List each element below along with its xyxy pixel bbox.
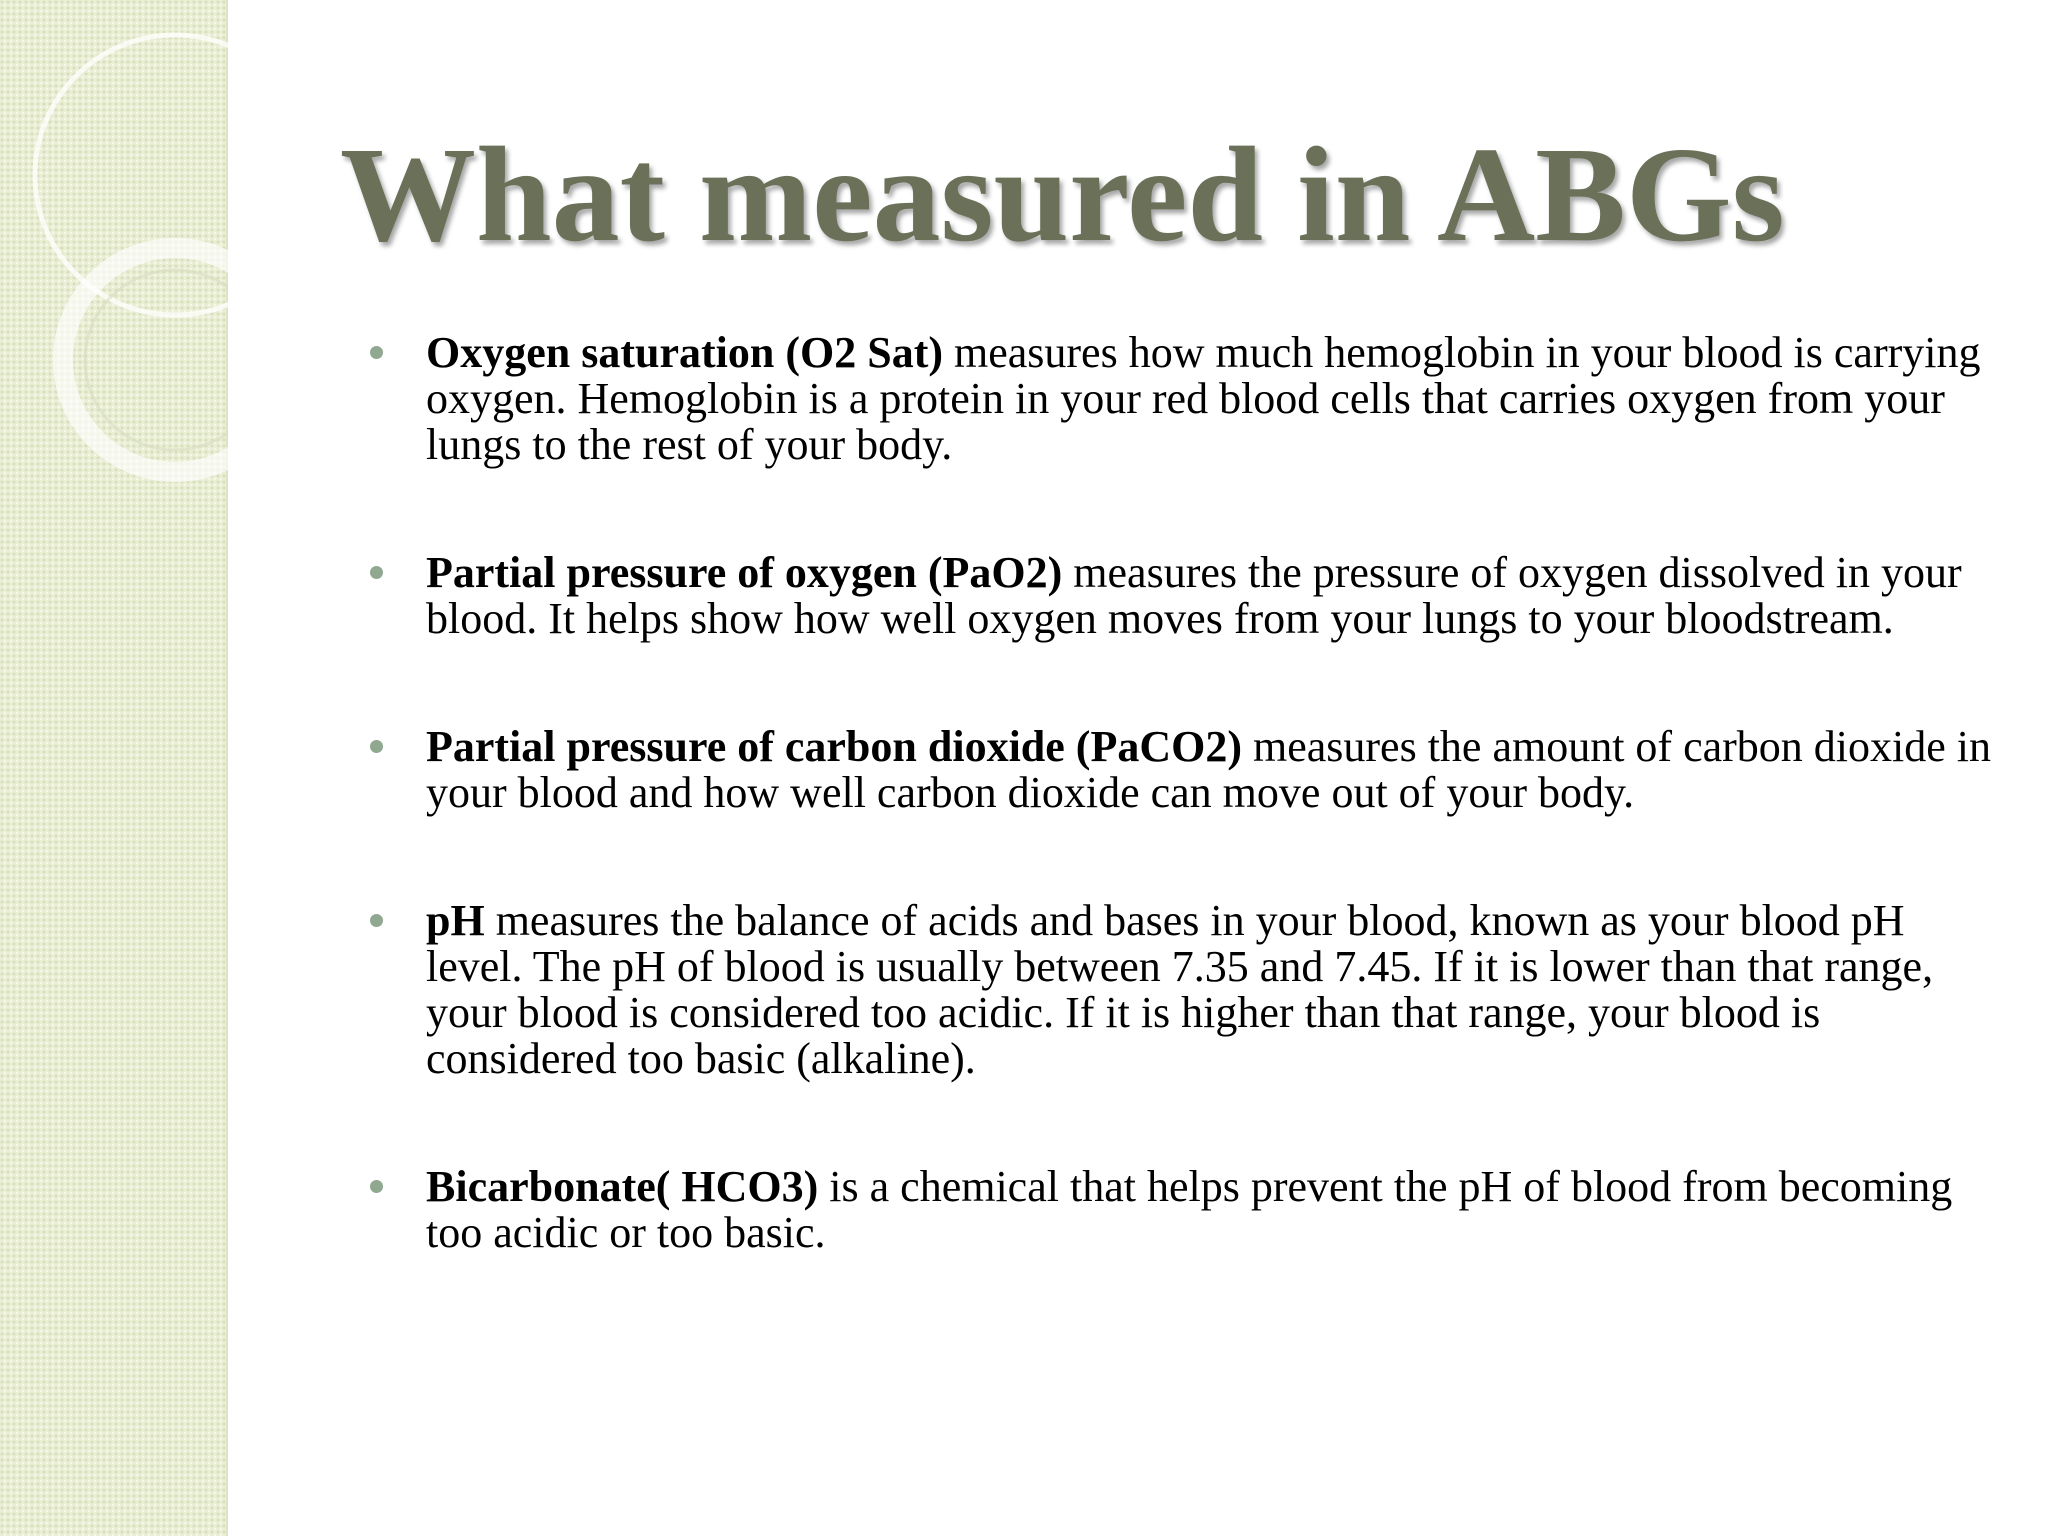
slide-title: What measured in ABGs xyxy=(340,120,1785,270)
bullet-term: pH xyxy=(426,896,485,945)
bullet-item-ph xyxy=(370,898,2000,1082)
decorative-side-panel xyxy=(0,0,228,1536)
bullet-dot-icon xyxy=(370,1180,383,1193)
bullet-dot-icon xyxy=(370,740,383,753)
bullet-term: Partial pressure of carbon dioxide (PaCO2) xyxy=(426,722,1242,771)
bullet-dot-icon xyxy=(370,914,383,927)
bullet-dot-icon xyxy=(370,346,383,359)
bullet-text: measures the pressure of oxygen dissolved in your blood. It helps show how well oxygen moves from your lungs to your bloodstream. xyxy=(426,548,1962,643)
bullet-list xyxy=(370,330,2000,1338)
bullet-item-pao2 xyxy=(370,550,2000,642)
bullet-text: measures how much hemoglobin in your blood is carrying oxygen. Hemoglobin is a protein in your red blood cells that carries oxygen from your lungs to the rest of your body. xyxy=(426,328,1981,469)
bullet-term: Partial pressure of oxygen (PaO2) xyxy=(426,548,1063,597)
bullet-item-paco2 xyxy=(370,724,2000,816)
decorative-rings-icon xyxy=(0,0,228,1536)
bullet-term: Oxygen saturation (O2 Sat) xyxy=(426,328,943,377)
bullet-text: is a chemical that helps prevent the pH of blood from becoming too acidic or too basic. xyxy=(426,1162,1953,1257)
bullet-term: Bicarbonate( HCO3) xyxy=(426,1162,819,1211)
bullet-item-o2-sat xyxy=(370,330,2000,468)
bullet-text: measures the balance of acids and bases in your blood, known as your blood pH level. The pH of blood is usually between 7.35 and 7.45. If it is lower than that range, your blood is considered too acidic. If it is higher than that range, your blood is considered too basic (alkaline). xyxy=(426,896,1934,1083)
bullet-dot-icon xyxy=(370,566,383,579)
bullet-text: measures the amount of carbon dioxide in your blood and how well carbon dioxide can move out of your body. xyxy=(426,722,1991,817)
bullet-item-hco3 xyxy=(370,1164,2000,1256)
